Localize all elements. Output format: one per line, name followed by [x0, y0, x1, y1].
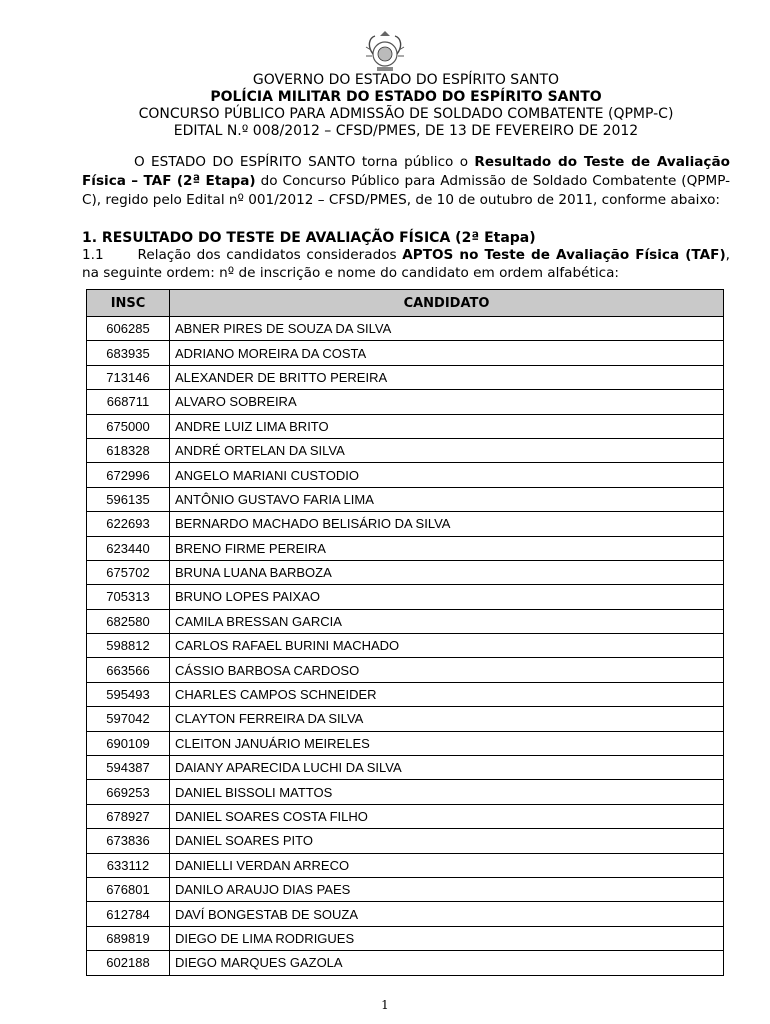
- insc-cell: 598812: [87, 634, 170, 658]
- table-row: [87, 951, 724, 975]
- table-row: [87, 780, 724, 804]
- table-row: [87, 536, 724, 560]
- insc-cell: 633112: [87, 853, 170, 877]
- insc-cell: 705313: [87, 585, 170, 609]
- table-row: [87, 829, 724, 853]
- table-row: [87, 585, 724, 609]
- table-row: [87, 512, 724, 536]
- table-row: [87, 414, 724, 438]
- insc-cell: 682580: [87, 609, 170, 633]
- candidate-cell: DANIEL SOARES COSTA FILHO: [170, 804, 724, 828]
- insc-cell: 612784: [87, 902, 170, 926]
- coat-of-arms-icon: [363, 30, 407, 74]
- insc-cell: 623440: [87, 536, 170, 560]
- insc-cell: 669253: [87, 780, 170, 804]
- header-insc: INSC: [87, 290, 170, 317]
- table-row: [87, 390, 724, 414]
- candidate-cell: ANGELO MARIANI CUSTODIO: [170, 463, 724, 487]
- insc-cell: 597042: [87, 707, 170, 731]
- candidate-cell: BERNARDO MACHADO BELISÁRIO DA SILVA: [170, 512, 724, 536]
- table-row: [87, 756, 724, 780]
- candidate-cell: ANDRÉ ORTELAN DA SILVA: [170, 438, 724, 462]
- section-text-1: Relação dos candidatos considerados: [137, 247, 403, 263]
- candidate-cell: CHARLES CAMPOS SCHNEIDER: [170, 682, 724, 706]
- table-row: [87, 341, 724, 365]
- candidate-cell: BRUNO LOPES PAIXAO: [170, 585, 724, 609]
- candidate-cell: ADRIANO MOREIRA DA COSTA: [170, 341, 724, 365]
- document-header: [82, 72, 730, 140]
- section-title: 1. RESULTADO DO TESTE DE AVALIAÇÃO FÍSICA (2ª Etapa): [82, 230, 536, 246]
- candidate-cell: BRUNA LUANA BARBOZA: [170, 560, 724, 584]
- insc-cell: 602188: [87, 951, 170, 975]
- insc-cell: 675000: [87, 414, 170, 438]
- table-row: [87, 634, 724, 658]
- insc-cell: 673836: [87, 829, 170, 853]
- candidate-cell: DAVÍ BONGESTAB DE SOUZA: [170, 902, 724, 926]
- intro-paragraph: [82, 153, 730, 210]
- insc-cell: 668711: [87, 390, 170, 414]
- table-row: [87, 707, 724, 731]
- candidate-cell: CAMILA BRESSAN GARCIA: [170, 609, 724, 633]
- table-row: [87, 317, 724, 341]
- table-row: [87, 609, 724, 633]
- intro-bold: Resultado do Teste de Avaliação Física – TAF (2ª Etapa): [82, 154, 730, 189]
- candidate-cell: ABNER PIRES DE SOUZA DA SILVA: [170, 317, 724, 341]
- table-row: [87, 804, 724, 828]
- page-number: 1: [381, 998, 389, 1012]
- table-row: [87, 731, 724, 755]
- insc-cell: 663566: [87, 658, 170, 682]
- table-row: [87, 560, 724, 584]
- candidate-cell: DANIEL SOARES PITO: [170, 829, 724, 853]
- insc-cell: 595493: [87, 682, 170, 706]
- candidate-cell: CLAYTON FERREIRA DA SILVA: [170, 707, 724, 731]
- insc-cell: 594387: [87, 756, 170, 780]
- insc-cell: 713146: [87, 365, 170, 389]
- header-edital: EDITAL N.º 008/2012 – CFSD/PMES, DE 13 DE FEVEREIRO DE 2012: [173, 123, 639, 139]
- candidate-cell: DIEGO MARQUES GAZOLA: [170, 951, 724, 975]
- table-row: [87, 658, 724, 682]
- insc-cell: 676801: [87, 877, 170, 901]
- insc-cell: 606285: [87, 317, 170, 341]
- candidate-cell: CÁSSIO BARBOSA CARDOSO: [170, 658, 724, 682]
- candidate-cell: DANIELLI VERDAN ARRECO: [170, 853, 724, 877]
- table-row: [87, 463, 724, 487]
- candidate-cell: BRENO FIRME PEREIRA: [170, 536, 724, 560]
- candidate-cell: ANDRE LUIZ LIMA BRITO: [170, 414, 724, 438]
- table-row: [87, 682, 724, 706]
- table-row: [87, 438, 724, 462]
- section-paragraph: [82, 246, 730, 282]
- section-number: 1.1: [82, 247, 104, 263]
- insc-cell: 675702: [87, 560, 170, 584]
- insc-cell: 622693: [87, 512, 170, 536]
- insc-cell: 672996: [87, 463, 170, 487]
- candidate-cell: DANILO ARAUJO DIAS PAES: [170, 877, 724, 901]
- insc-cell: 678927: [87, 804, 170, 828]
- header-police: POLÍCIA MILITAR DO ESTADO DO ESPÍRITO SANTO: [210, 89, 602, 105]
- header-contest: CONCURSO PÚBLICO PARA ADMISSÃO DE SOLDADO COMBATENTE (QPMP-C): [138, 106, 674, 122]
- candidate-cell: ALVARO SOBREIRA: [170, 390, 724, 414]
- candidate-cell: DAIANY APARECIDA LUCHI DA SILVA: [170, 756, 724, 780]
- header-candidato: CANDIDATO: [170, 290, 724, 317]
- insc-cell: 683935: [87, 341, 170, 365]
- candidate-cell: CLEITON JANUÁRIO MEIRELES: [170, 731, 724, 755]
- table-row: [87, 487, 724, 511]
- candidate-cell: DANIEL BISSOLI MATTOS: [170, 780, 724, 804]
- intro-text-2: do Concurso Público para Admissão de Soldado Combatente (QPMP-C), regido pelo Edital nº 001/2012 – CFSD/PMES, de 10 de outubro de 2011, conforme abaixo:: [82, 173, 730, 208]
- candidate-cell: CARLOS RAFAEL BURINI MACHADO: [170, 634, 724, 658]
- header-government: GOVERNO DO ESTADO DO ESPÍRITO SANTO: [252, 72, 560, 88]
- table-row: [87, 926, 724, 950]
- insc-cell: 596135: [87, 487, 170, 511]
- intro-text-1: O ESTADO DO ESPÍRITO SANTO torna público o: [134, 154, 475, 170]
- table-row: [87, 877, 724, 901]
- candidate-cell: DIEGO DE LIMA RODRIGUES: [170, 926, 724, 950]
- insc-cell: 618328: [87, 438, 170, 462]
- table-row: [87, 902, 724, 926]
- table-row: [87, 365, 724, 389]
- table-header-row: [87, 290, 724, 317]
- candidate-cell: ALEXANDER DE BRITTO PEREIRA: [170, 365, 724, 389]
- section-bold: APTOS no Teste de Avaliação Física (TAF): [402, 247, 726, 263]
- results-table: [86, 289, 724, 976]
- section-text-2: , na seguinte ordem: nº de inscrição e nome do candidato em ordem alfabética:: [82, 247, 730, 281]
- insc-cell: 689819: [87, 926, 170, 950]
- candidate-cell: ANTÔNIO GUSTAVO FARIA LIMA: [170, 487, 724, 511]
- insc-cell: 690109: [87, 731, 170, 755]
- table-row: [87, 853, 724, 877]
